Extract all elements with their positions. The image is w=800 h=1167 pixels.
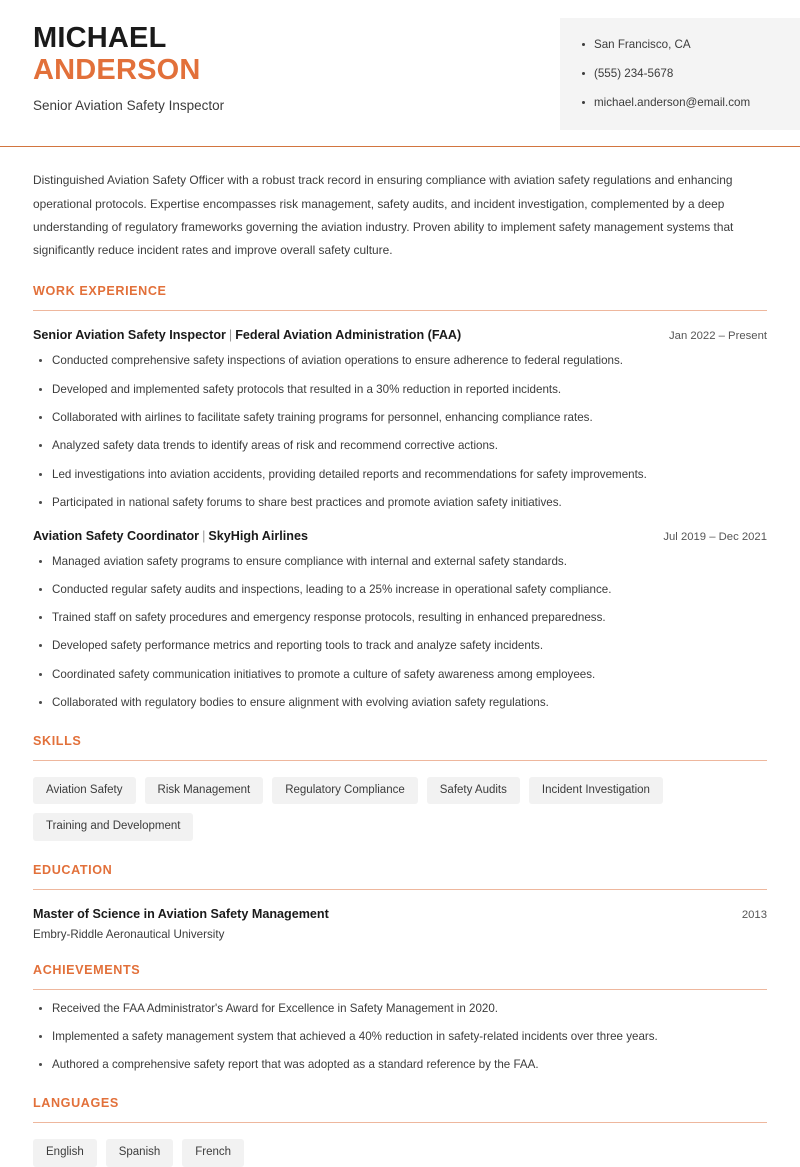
last-name: ANDERSON [33,54,201,87]
section-achievements [33,963,767,1075]
section-education [33,863,767,941]
list-item: Developed safety performance metrics and reporting tools to track and analyze safety incidents. [33,638,767,655]
header-divider [0,146,800,148]
contact-info-box [560,18,800,130]
skill-tag: Safety Audits [427,777,520,804]
section-title-skills: SKILLS [33,733,82,748]
title-separator: | [202,528,206,543]
languages-tag-list [33,1139,733,1166]
skill-tag: Risk Management [145,777,264,804]
language-tag: French [182,1139,244,1166]
title-separator: | [228,328,233,343]
list-item: Conducted regular safety audits and inspections, leading to a 25% increase in operational safety compliance. [33,582,767,599]
experience-bullet-list [33,353,767,511]
skill-tag: Incident Investigation [529,777,663,804]
list-item: Received the FAA Administrator's Award for Excellence in Safety Management in 2020. [33,1001,767,1018]
list-item: Authored a comprehensive safety report that was adopted as a standard reference by the FAA. [33,1057,767,1074]
education-entry-header [33,907,767,921]
experience-date-range: Jan 2022 – Present [669,330,767,343]
achievements-list [33,1001,767,1074]
experience-title-line [33,328,461,342]
contact-email[interactable] [582,96,800,110]
section-divider [33,989,767,990]
experience-role: Aviation Safety Coordinator [33,528,200,543]
section-languages [33,1096,767,1166]
section-divider [33,760,767,761]
resume-header [0,0,800,130]
contact-location [582,38,800,52]
list-item: Conducted comprehensive safety inspections of aviation operations to ensure adherence to federal regulations. [33,353,767,370]
education-entry [33,907,767,941]
language-tag: English [33,1139,97,1166]
section-title-achievements: ACHIEVEMENTS [33,962,141,977]
list-item: Coordinated safety communication initiatives to promote a culture of safety awareness among employees. [33,667,767,684]
section-title-education: EDUCATION [33,862,113,877]
list-item: Implemented a safety management system that achieved a 40% reduction in safety-related incidents over three years. [33,1029,767,1046]
experience-company: SkyHigh Airlines [208,528,308,543]
section-title-languages: LANGUAGES [33,1096,119,1111]
first-name: MICHAEL [33,22,167,54]
experience-entry [33,529,767,712]
list-item: Developed and implemented safety protocols that resulted in a 30% reduction in reported incidents. [33,382,767,399]
experience-entry [33,328,767,511]
section-work-experience [33,284,767,712]
list-item: Collaborated with regulatory bodies to ensure alignment with evolving aviation safety regulations. [33,695,767,712]
contact-phone-text: (555) 234-5678 [594,66,674,80]
experience-title-line [33,529,308,543]
skill-tag: Training and Development [33,813,193,840]
list-item: Analyzed safety data trends to identify areas of risk and recommend corrective actions. [33,438,767,455]
language-tag: Spanish [106,1139,174,1166]
experience-bullet-list [33,554,767,712]
list-item: Managed aviation safety programs to ensure compliance with internal and external safety standards. [33,554,767,571]
contact-list [582,38,800,110]
education-degree: Master of Science in Aviation Safety Management [33,906,329,921]
skill-tag: Regulatory Compliance [272,777,418,804]
skills-tag-list [33,777,733,840]
header-identity [0,0,224,113]
education-school: Embry-Riddle Aeronautical University [33,927,225,941]
professional-summary: Distinguished Aviation Safety Officer with a robust track record in ensuring compliance with aviation safety regulations and enhancing operational protocols. Expertise encompasses risk management, safety audits, and incident investigation, complemented by a deep understanding of regulatory frameworks governing the aviation industry. Proven ability to implement safety management systems that significantly reduce incident rates and improve overall safety culture. [33,173,734,257]
section-divider [33,889,767,890]
section-skills [33,734,767,841]
experience-role: Senior Aviation Safety Inspector [33,328,226,343]
experience-entry-header [33,328,767,342]
list-item: Participated in national safety forums to share best practices and promote aviation safety initiatives. [33,495,767,512]
contact-location-text: San Francisco, CA [594,38,691,51]
section-title-work-experience: WORK EXPERIENCE [33,284,167,299]
education-year: 2013 [741,908,767,921]
list-item: Led investigations into aviation accidents, providing detailed reports and recommendations for safety improvements. [33,467,767,484]
experience-company: Federal Aviation Administration (FAA) [235,328,462,343]
header-job-title: Senior Aviation Safety Inspector [33,97,225,113]
section-divider [33,310,767,311]
contact-email-text: michael.anderson@email.com [594,95,751,109]
experience-date-range: Jul 2019 – Dec 2021 [663,530,767,543]
list-item: Collaborated with airlines to facilitate safety training programs for personnel, enhancing compliance rates. [33,410,767,427]
contact-phone[interactable] [582,67,800,81]
skill-tag: Aviation Safety [33,777,136,804]
resume-content [0,169,800,1166]
list-item: Trained staff on safety procedures and emergency response protocols, resulting in enhanced preparedness. [33,610,767,627]
experience-entry-header [33,529,767,543]
section-divider [33,1122,767,1123]
